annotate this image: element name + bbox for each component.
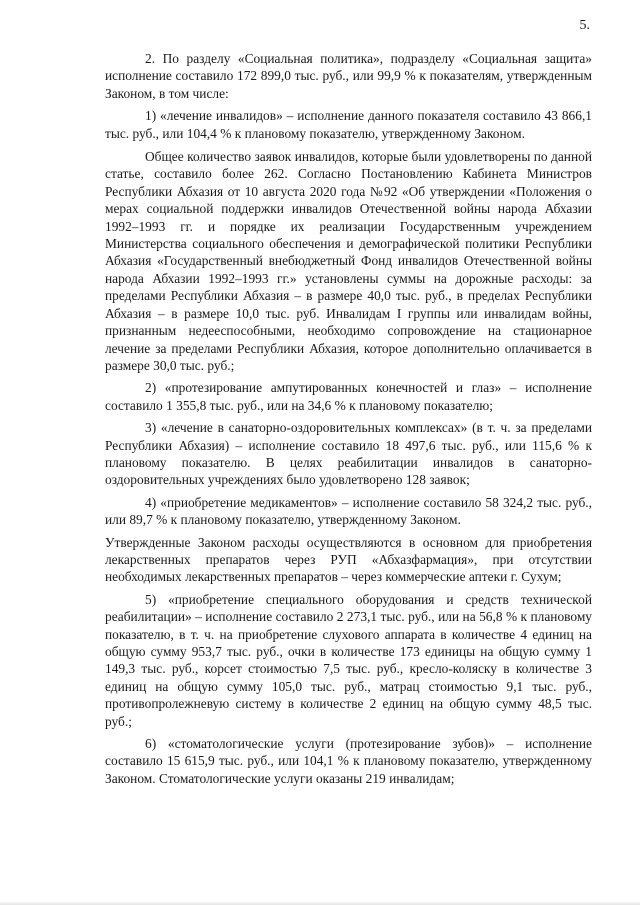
paragraph-item-5-equipment: 5) «приобретение специального оборудования и средств технической реабилитации» – исполнение составило 2 273,1 тыс. руб., или на 56,8 % к плановому показателю, в т. ч. на приобретение слухового аппарата в количестве 4 единиц на общую сумму 953,7 тыс. руб., очки в количестве 173 единицы на общую сумму 1 149,3 тыс. руб., корсет стоимостью 7,5 тыс. руб., кресло-коляску в количестве 3 единиц на общую сумму 105,0 тыс. руб., матрац стоимостью 9,1 тыс. руб., противопролежневую систему в количестве 2 единиц на общую сумму 48,5 тыс. руб.; [105, 591, 592, 729]
paragraph-item-1-treatment: 1) «лечение инвалидов» – исполнение данного показателя составило 43 866,1 тыс. руб., или 104,4 % к плановому показателю, утвержденному Законом. [105, 108, 592, 141]
scan-bottom-edge [0, 901, 640, 905]
paragraph-item-3-sanatorium: 3) «лечение в санаторно-оздоровительных комплексах» (в т. ч. за пределами Республики Абхазия) – исполнение составило 18 497,6 тыс. руб., или 115,6 % к плановому показателю. В целях реабилитации инвалидов в санаторно-оздоровительных учреждениях было удовлетворено 128 заявок; [105, 420, 592, 488]
paragraph-item-2-prosthetics: 2) «протезирование ампутированных конечностей и глаз» – исполнение составило 1 355,8 тыс. руб., или на 34,6 % к плановому показателю; [105, 380, 592, 413]
paragraph-item-4-medicines: 4) «приобретение медикаментов» – исполнение составило 58 324,2 тыс. руб., или 89,7 % к плановому показателю, утвержденному Законом. [105, 494, 592, 528]
document-body [105, 50, 592, 792]
paragraph-social-protection-intro: 2. По разделу «Социальная политика», подразделу «Социальная защита» исполнение составило 172 899,0 тыс. руб., или 99,9 % к показателям, утвержденным Законом, в том числе: [105, 51, 592, 101]
paragraph-medicines-procurement: Утвержденные Законом расходы осуществляются в основном для приобретения лекарственных препаратов через РУП «Абхазфармация», при отсутствии необходимых лекарственных препаратов – через коммерческие аптеки г. Сухум; [105, 534, 592, 585]
paragraph-item-6-dental: 6) «стоматологические услуги (протезирование зубов)» – исполнение составило 15 615,9 тыс. руб., или 104,1 % к плановому показателю, утвержденному Законом. Стоматологические услуги оказаны 219 инвалидам; [105, 736, 592, 786]
paragraph-applications-travel-expenses: Общее количество заявок инвалидов, которые были удовлетворены по данной статье, составило более 262. Согласно Постановлению Кабинета Министров Республики Абхазия от 10 августа 2020 года №92 «Об утверждении «Положения о мерах социальной поддержки инвалидов Отечественной войны народа Абхазии 1992–1993 гг. и порядке их реализации Государственным учреждением Министерства социального обеспечения и демографической политики Республики Абхазия «Государственный внебюджетный Фонд инвалидов Отечественной войны народа Абхазии 1992–1993 гг.» установлены суммы на дорожные расходы: за пределами Республики Абхазия – в размере 40,0 тыс. руб., в пределах Республики Абхазия – в размере 10,0 тыс. руб. Инвалидам I группы или инвалидам войны, признанным недееспособными, необходимо сопровождение на стационарное лечение за пределами Республики Абхазия, которое дополнительно оплачивается в размере 30,0 тыс. руб.; [105, 149, 592, 373]
page-number: 5. [579, 18, 590, 33]
